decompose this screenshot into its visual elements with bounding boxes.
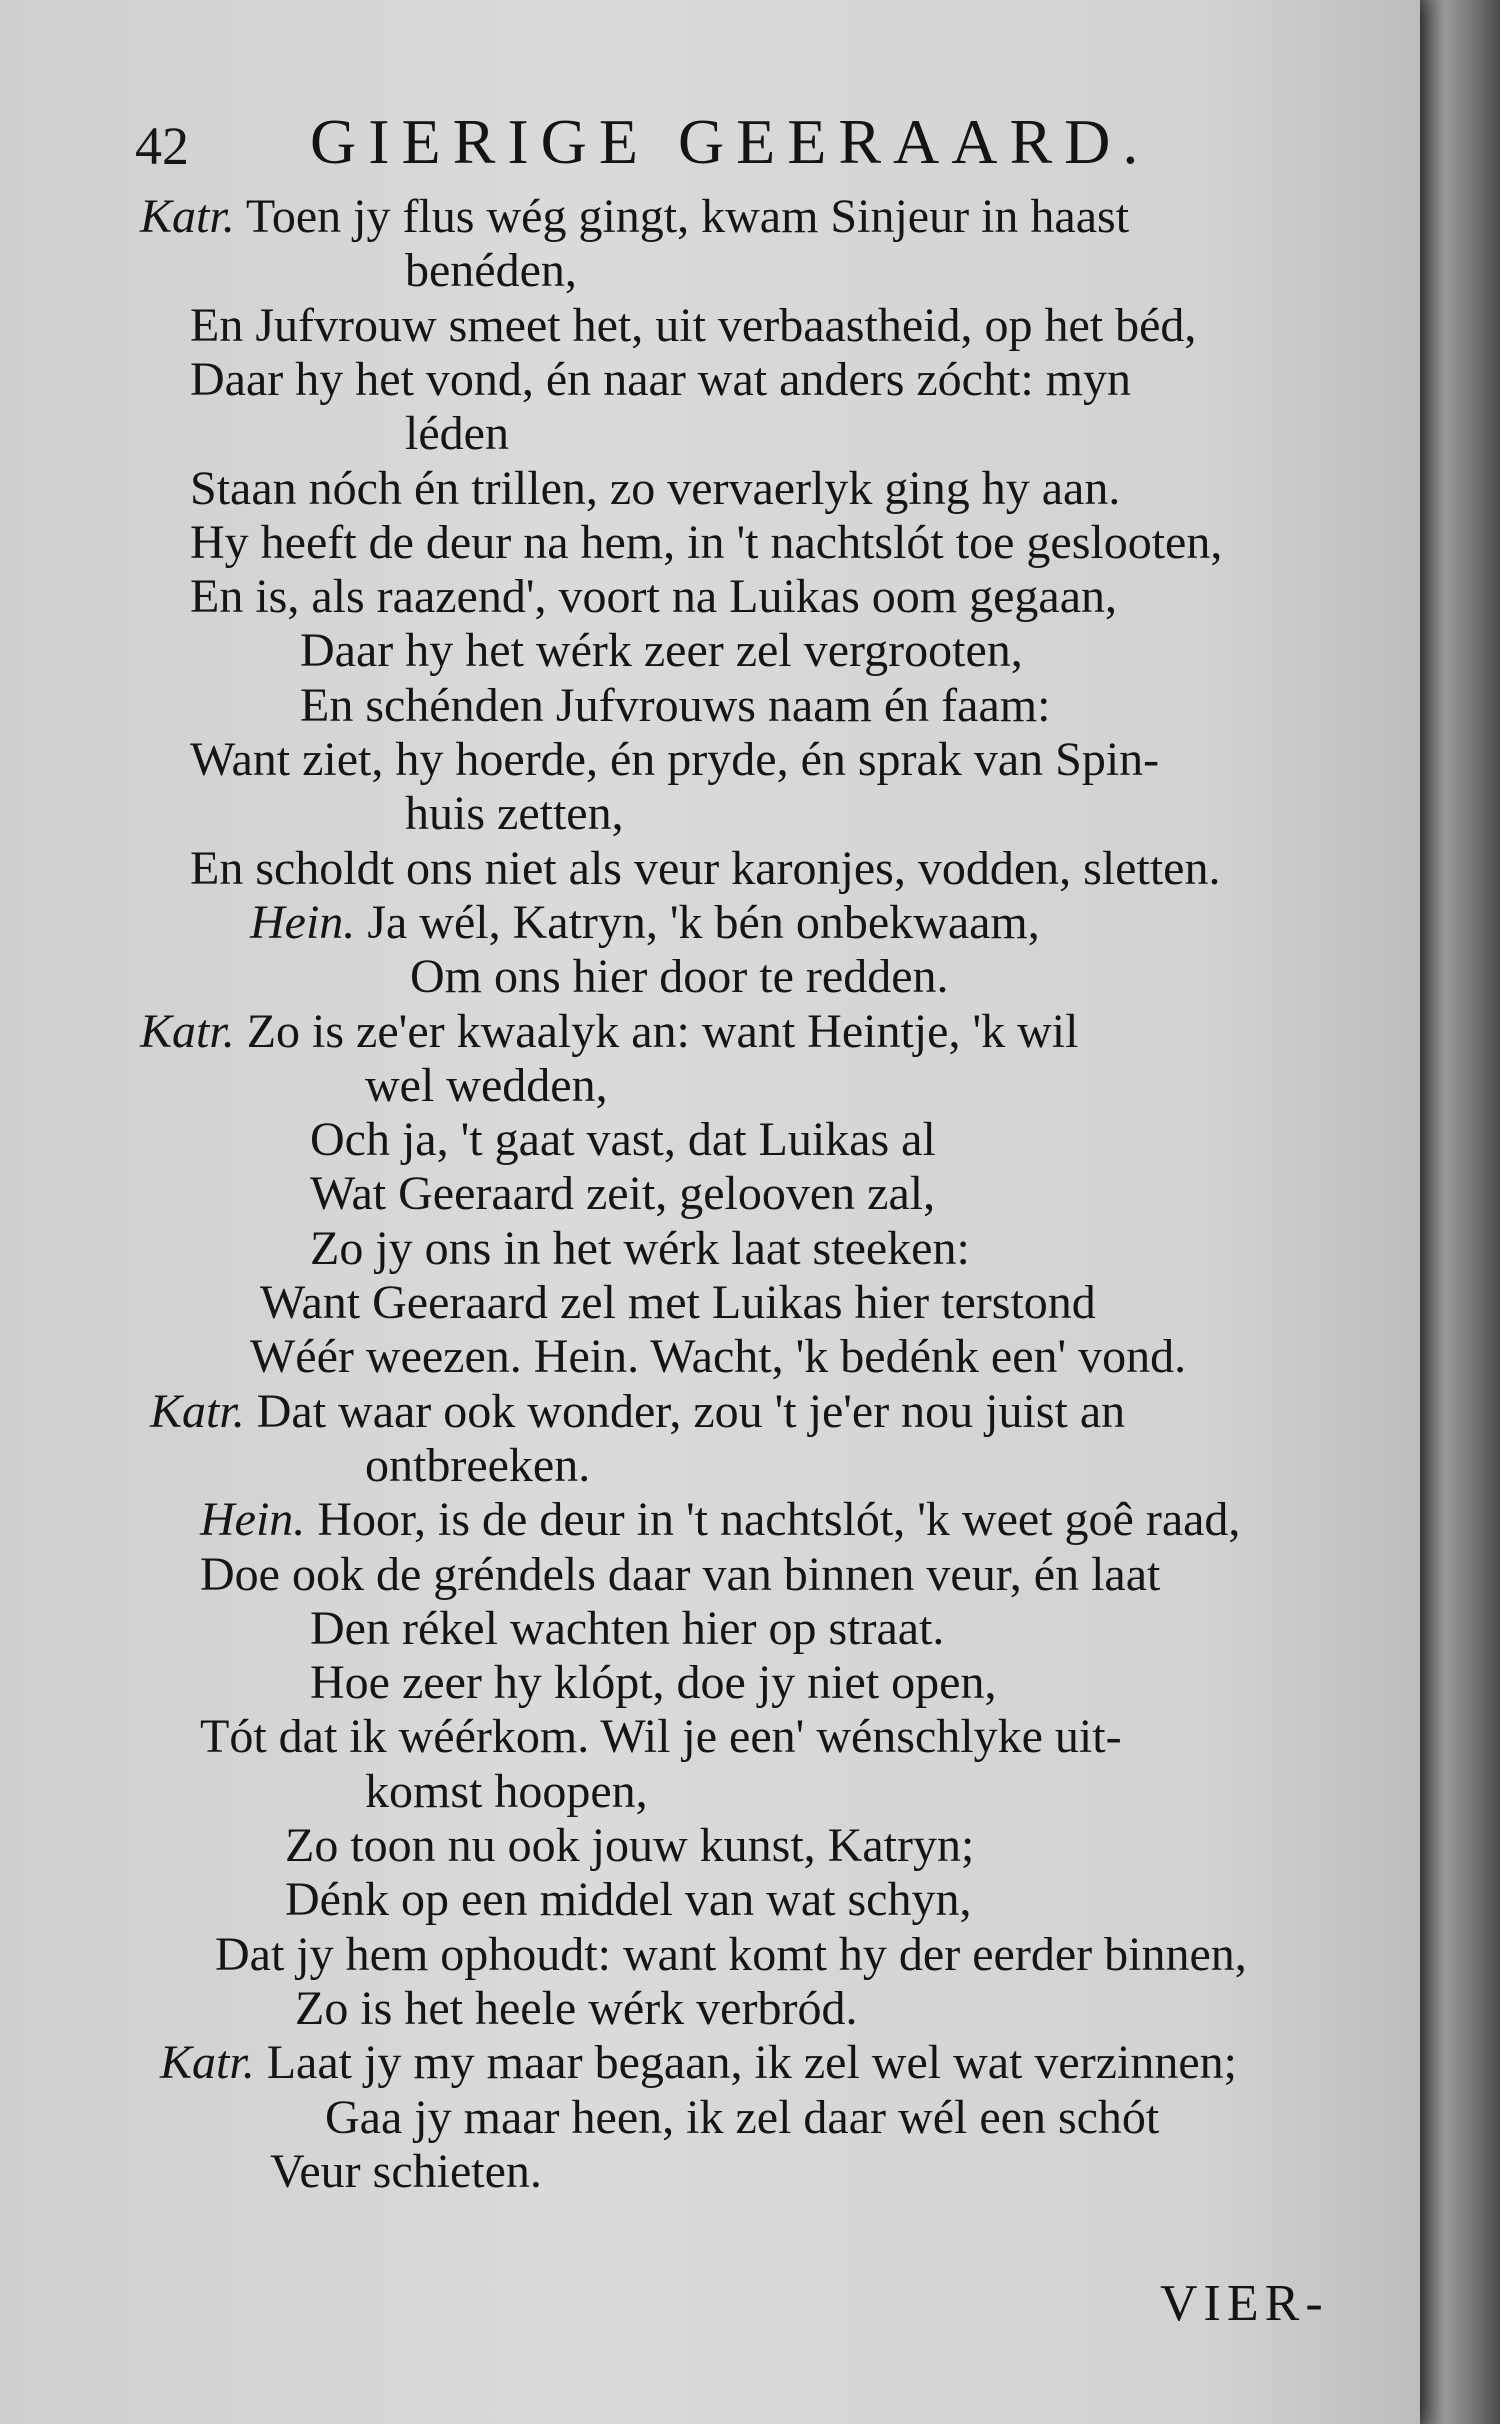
line-text: benéden, [405, 244, 577, 297]
line-text: Dat waar ook wonder, zou 't je'er nou juist an [256, 1385, 1126, 1438]
verse-line [310, 1656, 996, 1710]
line-text: Want Geeraard zel met Luikas hier terstond [260, 1276, 1096, 1329]
verse-line [310, 1222, 970, 1276]
verse-line [295, 1982, 857, 2036]
line-text: Daar hy het wérk zeer zel vergrooten, [300, 624, 1023, 677]
verse-line [190, 842, 1220, 896]
line-text: Dénk op een middel van wat schyn, [285, 1873, 972, 1926]
verse-line [140, 190, 1129, 244]
line-text: huis zetten, [405, 787, 624, 840]
line-text: Zo is het heele wérk verbród. [295, 1982, 858, 2035]
verse-line [405, 244, 577, 298]
verse-line [190, 353, 1131, 407]
line-text: Hy heeft de deur na hem, in 't nachtslót toe geslooten, [190, 516, 1223, 569]
verse-line [190, 570, 1117, 624]
speaker-label: Hein. [250, 896, 356, 949]
verse-line [190, 733, 1159, 787]
line-text: Dat jy hem ophoudt: want komt hy der eerder binnen, [215, 1928, 1247, 1981]
line-text: wel wedden, [365, 1059, 608, 1112]
verse-line [365, 1059, 608, 1113]
verse-line [300, 679, 1050, 733]
verse-line [260, 1276, 1096, 1330]
verse-line [365, 1765, 648, 1819]
line-text: Om ons hier door te redden. [410, 950, 949, 1003]
line-text: En schénden Jufvrouws naam én faam: [300, 679, 1051, 732]
verse-line [405, 787, 624, 841]
line-text: Ja wél, Katryn, 'k bén onbekwaam, [367, 896, 1040, 949]
line-text: Zo is ze'er kwaalyk an: want Heintje, 'k wil [246, 1005, 1079, 1058]
verse-line [310, 1167, 935, 1221]
running-title: GIERIGE GEERAARD. [310, 106, 1151, 177]
speaker-label: Katr. [140, 190, 235, 243]
speaker-label: Katr. [140, 1005, 235, 1058]
verse-line [325, 2091, 1159, 2145]
line-text: Laat jy my maar begaan, ik zel wel wat verzinnen; [266, 2036, 1237, 2089]
verse-line [310, 1602, 944, 1656]
verse-line [410, 950, 949, 1004]
verse-line [285, 1873, 971, 1927]
speaker-label: Katr. [150, 1385, 245, 1438]
verse-line [200, 1710, 1122, 1764]
verse-line [365, 1439, 590, 1493]
line-text: Tót dat ik wéérkom. Wil je een' wénschlyke uit- [200, 1710, 1122, 1763]
line-text: En Jufvrouw smeet het, uit verbaastheid, op het béd, [190, 299, 1197, 352]
verse-line [190, 299, 1196, 353]
verse-line [200, 1493, 1240, 1547]
line-text: Toen jy flus wég gingt, kwam Sinjeur in haast [245, 190, 1130, 243]
line-text: komst hoopen, [365, 1765, 648, 1818]
verse-line [190, 516, 1222, 570]
line-text: En scholdt ons niet als veur karonjes, vodden, sletten. [190, 842, 1221, 895]
verse-line [200, 1548, 1160, 1602]
line-text: Den rékel wachten hier op straat. [310, 1602, 945, 1655]
line-text: Staan nóch én trillen, zo vervaerlyk ging hy aan. [190, 462, 1121, 515]
verse-line [310, 1113, 936, 1167]
line-text: Gaa jy maar heen, ik zel daar wél een schót [325, 2091, 1160, 2144]
verse-line [405, 407, 509, 461]
line-text: En is, als raazend', voort na Luikas oom gegaan, [190, 570, 1118, 623]
catchword: VIER- [1160, 2275, 1329, 2332]
line-text: Zo toon nu ook jouw kunst, Katryn; [285, 1819, 975, 1872]
line-text: Veur schieten. [270, 2145, 542, 2198]
verse-line [160, 2036, 1237, 2090]
verse-line [285, 1819, 974, 1873]
page-number: 42 [135, 116, 189, 176]
line-text: Wéér weezen. Hein. Wacht, 'k bedénk een' vond. [250, 1330, 1187, 1383]
line-text: Zo jy ons in het wérk laat steeken: [310, 1222, 970, 1275]
verse-line [300, 624, 1023, 678]
speaker-label: Katr. [160, 2036, 255, 2089]
line-text: ontbreeken. [365, 1439, 591, 1492]
verse-line [215, 1928, 1247, 1982]
verse-line [190, 462, 1120, 516]
line-text: Hoe zeer hy klópt, doe jy niet open, [310, 1656, 997, 1709]
speaker-label: Hein. [200, 1493, 306, 1546]
line-text: léden [405, 407, 509, 460]
line-text: Wat Geeraard zeit, gelooven zal, [310, 1167, 936, 1220]
line-text: Hoor, is de deur in 't nachtslót, 'k weet goê raad, [317, 1493, 1241, 1546]
line-text: Want ziet, hy hoerde, én pryde, én sprak van Spin- [190, 733, 1160, 786]
line-text: Daar hy het vond, én naar wat anders zócht: myn [190, 353, 1131, 406]
verse-line [140, 1005, 1078, 1059]
line-text: Och ja, 't gaat vast, dat Luikas al [310, 1113, 936, 1166]
verse-line [250, 896, 1040, 950]
page-header [0, 105, 1420, 185]
verse-line [270, 2145, 542, 2199]
verse-line [150, 1385, 1125, 1439]
line-text: Doe ook de gréndels daar van binnen veur, én laat [200, 1548, 1161, 1601]
verse-line [250, 1330, 1186, 1384]
